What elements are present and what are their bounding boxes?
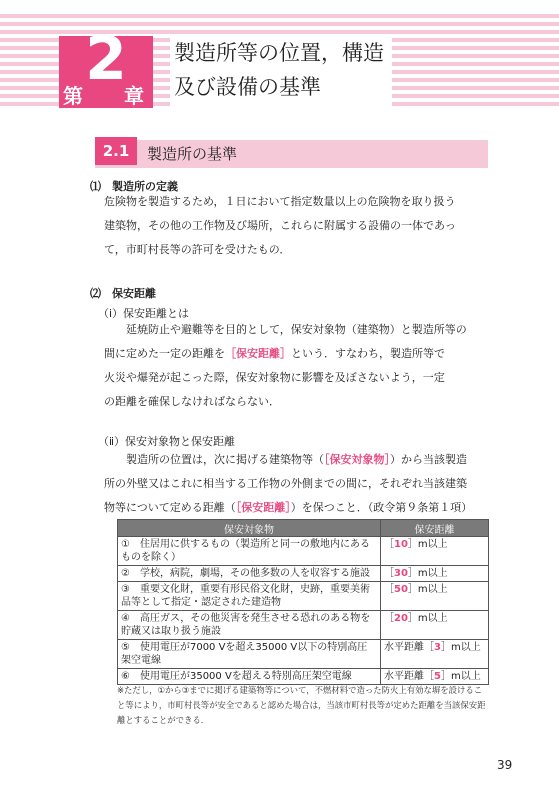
object-cell: ⑤ 使用電圧が7000 Vを超え35000 V以下の特別高圧架空電線 — [118, 640, 381, 669]
object-cell: ⑥ 使用電圧が35000 Vを超える特別高圧架空電線 — [118, 669, 381, 685]
safety-distance-table — [117, 519, 489, 685]
distance-prefix: ［ — [384, 584, 394, 595]
distance-value: 50 — [394, 584, 408, 595]
distance-prefix: ［ — [384, 539, 394, 550]
section-title: 製造所の基準 — [147, 145, 238, 163]
highlight-term: ［保安対象物］ — [324, 453, 390, 466]
highlight-term: ［保安距離］ — [235, 501, 291, 514]
definition-line: 危険物を製造するため，１日において指定数量以上の危険物を取り扱う — [104, 195, 456, 208]
distance-value: 30 — [394, 568, 408, 579]
text-line: 所の外壁又はこれに相当する工作物の外側までの間に，それぞれ当該建築 — [104, 477, 467, 490]
table-note: ※ただし，①から③までに掲げる建築物等について，不燃材料で造った防火上有効な塀を設けること等により，市町村長等が安全であると認めた場合は，当該市町村長等が定めた距離を当該保安距離とすることができる． — [117, 685, 486, 725]
distance-prefix: 水平距離［ — [384, 671, 434, 682]
distance-suffix: ］m以上 — [407, 568, 448, 579]
chapter-title — [170, 34, 392, 106]
chapter-title-line1: 製造所等の位置，構造 — [174, 41, 384, 65]
table-row — [118, 640, 489, 669]
text-line — [104, 342, 467, 366]
text-span: ）を保つこと．（政令第９条第１項） — [290, 501, 473, 514]
distance-cell — [381, 611, 489, 640]
table-row — [118, 537, 489, 566]
header-distance: 保安距離 — [381, 520, 489, 537]
subheading-i: （ⅰ）保安距離とは — [98, 307, 190, 320]
text-line — [104, 496, 472, 520]
object-cell: ③ 重要文化財，重要有形民俗文化財，史跡，重要美術品等として指定・認定された建造物 — [118, 582, 381, 611]
subheading-ii: （ⅱ）保安対象物と保安距離 — [98, 435, 236, 448]
distance-cell — [381, 582, 489, 611]
object-cell: ② 学校，病院，劇場，その他多数の人を収容する施設 — [118, 566, 381, 582]
definition-text — [104, 190, 456, 262]
distance-value: 3 — [434, 642, 441, 653]
table-row — [118, 582, 489, 611]
distance-value: 20 — [394, 613, 408, 624]
table-row — [118, 566, 489, 582]
heading-definition: ⑴ 製造所の定義 — [90, 180, 178, 193]
chapter-prefix: 第 — [63, 84, 83, 108]
distance-cell — [381, 566, 489, 582]
chapter-title-line2: 及び設備の基準 — [174, 75, 321, 99]
text-line: の距離を確保しなければならない． — [104, 395, 280, 408]
text-line: 火災や爆発が起こった際，保安対象物に影響を及ぼさないよう，一定 — [104, 371, 445, 384]
object-cell: ① 住居用に供するもの（製造所と同一の敷地内にあるものを除く） — [118, 537, 381, 566]
highlight-term: ［保安距離］ — [225, 347, 291, 360]
page-number: 39 — [497, 758, 513, 772]
distance-prefix: ［ — [384, 613, 394, 624]
safety-distance-definition — [104, 318, 467, 414]
table-row — [118, 611, 489, 640]
chapter-suffix: 章 — [124, 84, 144, 108]
distance-value: 5 — [434, 671, 441, 682]
section-number: 2.1 — [95, 137, 137, 165]
distance-cell — [381, 537, 489, 566]
distance-cell — [381, 640, 489, 669]
definition-line: て，市町村長等の許可を受けたもの． — [104, 243, 291, 256]
text-span: 間に定めた一定の距離を — [104, 347, 225, 360]
object-cell: ④ 高圧ガス，その他災害を発生させる恐れのある物を貯蔵又は取り扱う施設 — [118, 611, 381, 640]
distance-suffix: ］m以上 — [407, 539, 448, 550]
text-span: ）から当該製造 — [390, 453, 467, 466]
distance-suffix: ］m以上 — [407, 584, 448, 595]
header-object: 保安対象物 — [118, 520, 381, 537]
distance-prefix: 水平距離［ — [384, 642, 434, 653]
distance-suffix: ］m以上 — [440, 671, 481, 682]
distance-suffix: ］m以上 — [407, 613, 448, 624]
heading-safety-distance: ⑵ 保安距離 — [90, 287, 156, 300]
text-line: 延焼防止や避難等を目的として，保安対象物（建築物）と製造所等の — [126, 323, 467, 336]
distance-prefix: ［ — [384, 568, 394, 579]
text-span: という．すなわち，製造所等で — [291, 347, 445, 360]
definition-line: 建築物，その他の工作物及び場所，これらに附属する設備の一体であっ — [104, 219, 456, 232]
text-span: 製造所の位置は，次に掲げる建築物等（ — [126, 453, 324, 466]
distance-value: 10 — [394, 539, 408, 550]
protected-objects-text — [104, 448, 472, 520]
text-span: 物等について定める距離（ — [104, 501, 236, 514]
distance-suffix: ］m以上 — [440, 642, 481, 653]
chapter-number: 2 — [85, 24, 127, 94]
text-line — [104, 448, 472, 472]
table-header-row — [118, 520, 489, 537]
